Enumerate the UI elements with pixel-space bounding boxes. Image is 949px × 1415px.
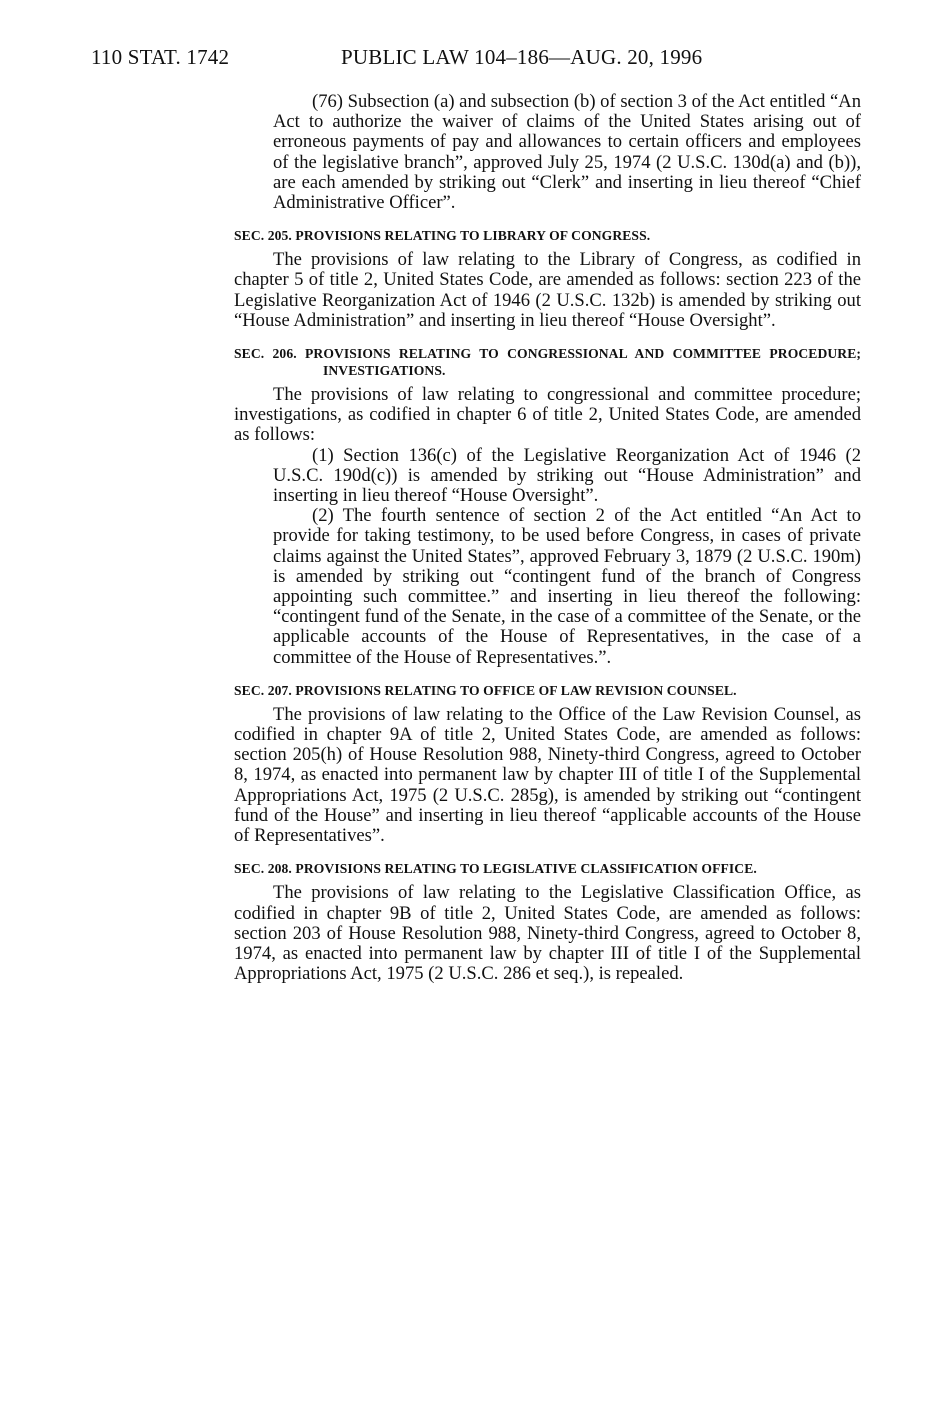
public-law-citation: PUBLIC LAW 104–186—AUG. 20, 1996 (341, 45, 703, 69)
body-text (234, 92, 861, 984)
section-205-body: The provisions of law relating to the Library of Congress, as codified in chapter 5 of title 2, United States Code, are amended as follows: section 223 of the Legislative Reorganization Act of 1946 (2 U.S.C. 132b) is amended by striking out “House Administration” and inserting in lieu thereof “House Oversight”. (234, 249, 861, 331)
section-206-heading: SEC. 206. PROVISIONS RELATING TO CONGRESSIONAL AND COMMITTEE PROCEDURE; INVESTIGATIONS. (234, 346, 861, 379)
section-207-body: The provisions of law relating to the Office of the Law Revision Counsel, as codified in chapter 9A of title 2, United States Code, are amended as follows: section 205(h) of House Resolution 988, Ninety-third Congress, agreed to October 8, 1974, as enacted into permanent law by chapter III of title I of the Supplemental Appropriations Act, 1975 (2 U.S.C. 285g), is amended by striking out “contingent fund of the House” and inserting in lieu thereof “applicable accounts of the House of Representatives”. (234, 703, 861, 847)
section-208-heading: SEC. 208. PROVISIONS RELATING TO LEGISLATIVE CLASSIFICATION OFFICE. (234, 861, 757, 877)
section-206-body: The provisions of law relating to congressional and committee procedure; investigations, as codified in chapter 6 of title 2, United States Code, are amended as follows: (234, 384, 861, 446)
paragraph-76: (76) Subsection (a) and subsection (b) of section 3 of the Act entitled “An Act to authorize the waiver of claims of the United States arising out of erroneous payments of pay and allowances to certain officers and employees of the legislative branch”, approved July 25, 1974 (2 U.S.C. 130d(a) and (b)), are each amended by striking out “Clerk” and inserting in lieu thereof “Chief Administrative Officer”. (273, 91, 861, 214)
statute-page-number: 110 STAT. 1742 (91, 45, 230, 69)
section-206-item-1: (1) Section 136(c) of the Legislative Reorganization Act of 1946 (2 U.S.C. 190d(c)) is amended by striking out “House Administration” and inserting in lieu thereof “House Oversight”. (273, 444, 861, 507)
section-208-body: The provisions of law relating to the Legislative Classification Office, as codified in chapter 9B of title 2, United States Code, are amended as follows: section 203 of House Resolution 988, Ninety-third Congress, agreed to October 8, 1974, as enacted into permanent law by chapter III of title I of the Supplemental Appropriations Act, 1975 (2 U.S.C. 286 et seq.), is repealed. (234, 882, 861, 985)
section-207-heading: SEC. 207. PROVISIONS RELATING TO OFFICE OF LAW REVISION COUNSEL. (234, 682, 737, 698)
section-205-heading: SEC. 205. PROVISIONS RELATING TO LIBRARY OF CONGRESS. (234, 228, 651, 244)
section-206-item-2: (2) The fourth sentence of section 2 of the Act entitled “An Act to provide for taking testimony, to be used before Congress, in cases of private claims against the United States”, approved February 3, 1879 (2 U.S.C. 190m) is amended by striking out “contingent fund of the branch of Congress appointing such committee.” and inserting in lieu thereof the following: “contingent fund of the Senate, in the case of a committee of the Senate, or the applicable accounts of the House of Representatives, in the case of a committee of the House of Representatives.”. (273, 505, 861, 668)
